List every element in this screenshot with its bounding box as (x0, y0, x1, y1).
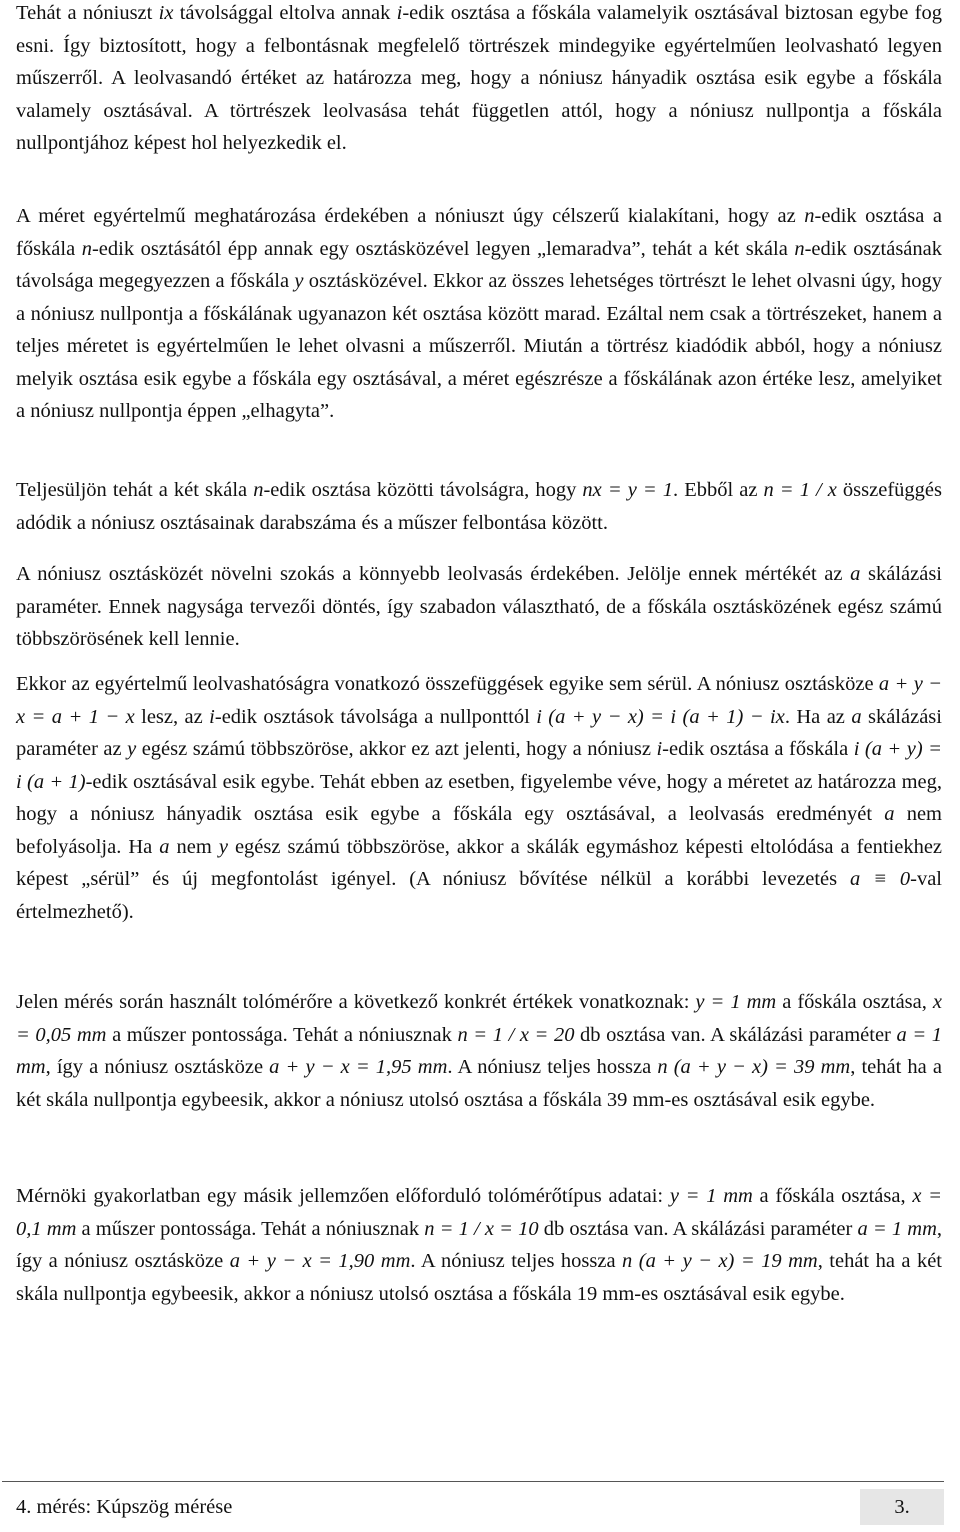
paragraph-2 (16, 200, 942, 428)
text-run: lesz, az (134, 705, 210, 728)
text-run: , tehát ha a két skála nullpontja egybeesik, akkor a nóniusz utolsó osztása a főskála 19 mm-es osztásával esik egybe. (16, 1250, 943, 1305)
text-run: . A nóniusz teljes hossza (410, 1250, 623, 1272)
text-run: skálázási paraméter. Ennek nagysága tervezői döntés, így szabadon választható, de a főskála osztásközének egész számú többszörösének kell lennie. (16, 563, 942, 650)
text-run: egész számú többszöröse, akkor a skálák egymáshoz képesti eltolódása a fentiekhez képest „sérül” és új megfontolást igényel. (A nóniusz bővítése nélkül a korábbi levezetés (16, 835, 943, 890)
math-variable: n (253, 479, 264, 501)
math-variable: a (850, 563, 861, 585)
formula: n (a + y − x) = 19 mm (622, 1250, 818, 1272)
paragraph-6 (16, 986, 942, 1116)
page-number: 3. (860, 1489, 944, 1525)
math-variable: y (294, 270, 304, 292)
text-run: -edik osztásával esik egybe. Tehát ebben az esetben, figyelembe véve, hogy a méretet az határozza meg, hogy a nóniusz hányadik osztása esik egybe a főskála egy osztásával, a leolvasás eredményét (16, 770, 942, 825)
math-variable: a (159, 835, 170, 858)
text-run: osztásközével. Ekkor az összes lehetséges törtrészt le lehet olvasni úgy, hogy a nóniusz nullpontja a főskálának ugyanazon két osztása között marad. Ezáltal nem csak a törtrészeket, hanem a teljes méretet is egyértelműen le lehet olvasni a műszerről. Miután a törtrész kiadódik abból, hogy a nóniusz melyik osztása esik egybe a főskála egy osztásával, a méret egészrésze a főskálának azon értéke lesz, amelyiket a nóniusz nullpontja éppen „elhagyta”. (16, 270, 942, 422)
text-run: a főskála osztása, (776, 991, 933, 1013)
page-footer (2, 1487, 944, 1527)
text-run: távolsággal eltolva annak (173, 2, 397, 24)
formula: i (a + y − x) = i (a + 1) − ix (536, 705, 785, 728)
paragraph-3 (16, 474, 942, 539)
text-run: . A nóniusz teljes hossza (447, 1056, 658, 1078)
text-run: Tehát a nóniuszt (16, 2, 159, 24)
math-variable: y (218, 835, 228, 858)
math-variable: n (794, 237, 805, 260)
formula: nx = y = 1 (582, 479, 674, 501)
text-run: Jelen mérés során használt tolómérőre a következő konkrét értékek vonatkoznak: (16, 991, 696, 1013)
formula: a ≡ 0 (850, 868, 911, 890)
text-run: A méret egyértelmű meghatározása érdekében a nóniuszt úgy célszerű kialakítani, hogy az (16, 205, 805, 227)
formula: a + y − x = 1,95 mm (269, 1056, 448, 1078)
text-run: -edik osztásának távolsága megegyezzen a főskála (16, 237, 942, 292)
math-variable: y (127, 738, 137, 760)
text-run: , így a nóniusz osztásköze (16, 1217, 942, 1272)
formula: n = 1 / x (763, 479, 837, 501)
text-run: -edik osztása a főskála (662, 738, 854, 760)
text-run: a műszer pontossága. Tehát a nóniusznak (76, 1217, 425, 1240)
text-run: egész számú többszöröse, akkor ez azt jelenti, hogy a nóniusz (136, 738, 657, 760)
footer-title: 4. mérés: Kúpszög mérése (16, 1495, 233, 1518)
math-variable: ix (158, 2, 174, 24)
math-variable: n (804, 205, 815, 227)
text-run: -edik osztása a főskála (16, 205, 942, 260)
text-run: -edik osztásától épp annak egy osztásközével legyen „lemaradva”, tehát a két skála (91, 237, 795, 260)
formula: n (a + y − x) = 39 mm (657, 1056, 851, 1078)
math-variable: i (209, 705, 215, 728)
formula: n = 1 / x = 20 (457, 1023, 575, 1046)
text-run: A nóniusz osztásközét növelni szokás a könnyebb leolvasás érdekében. Jelölje ennek mértékét az (16, 563, 851, 585)
text-run: összefüggés adódik a nóniusz osztásainak darabszáma és a műszer felbontása között. (16, 479, 942, 534)
footer-divider (2, 1481, 944, 1482)
paragraph-4 (16, 558, 942, 656)
formula: n = 1 / x = 10 (424, 1217, 539, 1240)
text-run: -val értelmezhető). (16, 868, 942, 923)
formula: a + y − x = a + 1 − x (16, 673, 942, 728)
text-run: nem befolyásolja. Ha (16, 803, 942, 858)
formula: a + y − x = 1,90 mm (229, 1250, 411, 1272)
text-run: db osztása van. A skálázási paraméter (538, 1217, 858, 1240)
math-variable: a (884, 803, 895, 825)
formula: i (a + y) = i (a + 1) (16, 738, 942, 793)
paragraph-5 (16, 668, 942, 928)
text-run: , tehát ha a két skála nullpontja egybeesik, akkor a nóniusz utolsó osztása a főskála 39 mm-es osztásával esik egybe. (16, 1056, 942, 1111)
paragraph-7 (16, 1180, 942, 1310)
math-variable: a (851, 705, 862, 728)
text-run: -edik osztások távolsága a nullponttól (214, 705, 537, 728)
paragraph-1 (16, 0, 942, 160)
text-run: a műszer pontossága. Tehát a nóniusznak (106, 1023, 458, 1046)
math-variable: i (396, 2, 403, 24)
text-run: a főskála osztása, (752, 1185, 913, 1207)
text-run: -edik osztása közötti távolságra, hogy (263, 479, 583, 501)
text-run: . Ebből az (673, 479, 764, 501)
formula: y = 1 mm (669, 1185, 753, 1207)
formula: a = 1 mm (857, 1217, 937, 1240)
formula: x = 0,1 mm (16, 1185, 943, 1240)
text-run: . Ha az (784, 705, 852, 728)
math-variable: n (81, 237, 92, 260)
math-variable: i (656, 738, 663, 760)
formula: y = 1 mm (695, 991, 777, 1013)
formula: a = 1 mm (16, 1023, 942, 1078)
text-run: nem (169, 835, 219, 858)
text-run: Ekkor az egyértelmű leolvashatóságra vonatkozó összefüggések egyike sem sérül. A nóniusz osztásköze (16, 673, 879, 695)
text-run: , így a nóniusz osztásköze (45, 1056, 270, 1078)
text-run: -edik osztása a főskála valamelyik osztásával biztosan egybe fog esni. Így biztosított, hogy a felbontásnak megfelelő törtrészek mindegyike egyértelműen leolvasható legyen műszerről. A leolvasandó értéket az határozza meg, hogy a nóniusz hányadik osztása esik egybe a főskála valamely osztásával. A törtrészek leolvasása tehát független attól, hogy a nóniusz nullpontja a főskála nullpontjához képest hol helyezkedik el. (16, 2, 943, 154)
text-run: skálázási paraméter az (16, 705, 942, 760)
text-run: Teljesüljön tehát a két skála (16, 479, 254, 501)
formula: x = 0,05 mm (16, 991, 943, 1046)
text-run: Mérnöki gyakorlatban egy másik jellemzően előforduló tolómérőtípus adatai: (16, 1185, 670, 1207)
text-run: db osztása van. A skálázási paraméter (574, 1023, 897, 1046)
